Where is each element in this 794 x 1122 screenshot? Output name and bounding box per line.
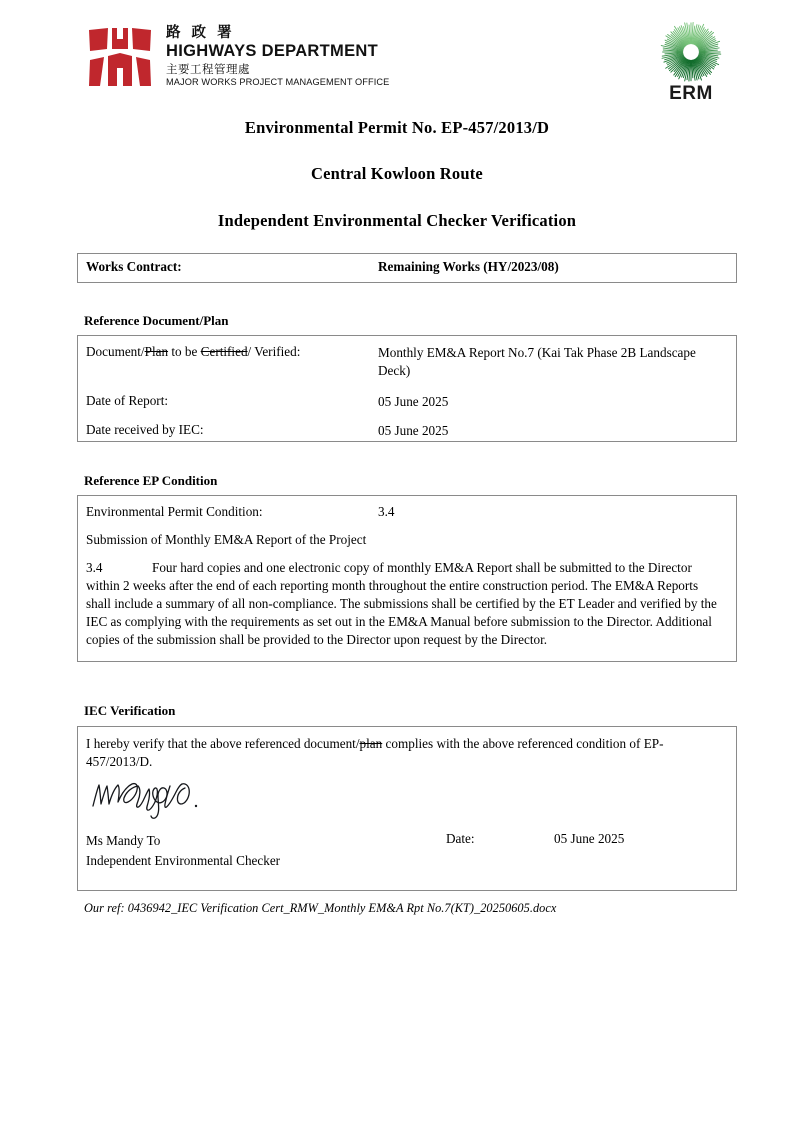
ep-clause-text: Four hard copies and one electronic copy of monthly EM&A Report shall be submitted to the Director within 2 weeks after the end of each reporting month throughout the entire construction period. The EM&A Reports shall include a summary of all non-compliance. The submissions shall be certified by the ET Leader and verified by the IEC as complying with the requirements as set out in the EM&A Manual before submission to the Director. Additional copies of the submission shall be provided to the Director upon request by the Director. — [86, 560, 717, 647]
hd-chinese-name: 路 政 署 — [166, 25, 235, 41]
date-received-by-iec-label: Date received by IEC: — [86, 421, 204, 437]
signature-area — [78, 771, 736, 827]
reference-ep-condition-section-label: Reference EP Condition — [84, 473, 218, 488]
handwritten-signature-icon — [90, 775, 225, 821]
table-row — [78, 496, 736, 520]
ep-condition-clause — [78, 548, 736, 649]
label-part-verified: / Verified: — [247, 344, 301, 359]
document-titles — [0, 118, 794, 231]
iec-verification-section-label: IEC Verification — [84, 703, 176, 718]
hd-chinese-office: 主要工程管理處 — [166, 62, 250, 77]
document-to-be-verified-value: Monthly EM&A Report No.7 (Kai Tak Phase 2B Landscape Deck) — [378, 345, 696, 378]
date-received-by-iec-value: 05 June 2025 — [378, 422, 449, 438]
date-of-report-label: Date of Report: — [86, 393, 169, 409]
hd-english-office: MAJOR WORKS PROJECT MANAGEMENT OFFICE — [166, 76, 390, 88]
page-header — [0, 20, 794, 105]
reference-ep-condition-box — [77, 495, 737, 662]
ep-clause-number: 3.4 — [86, 560, 103, 575]
signer-title: Independent Environmental Checker — [86, 853, 281, 869]
label-part-to-be: to be — [168, 344, 201, 359]
table-row — [78, 336, 736, 379]
works-contract-value: Remaining Works (HY/2023/08) — [378, 259, 559, 274]
page-title-verification: Independent Environmental Checker Verification — [217, 211, 577, 230]
document-to-be-verified-label — [86, 344, 378, 379]
works-contract-box — [77, 253, 737, 283]
page-title-permit-no: Environmental Permit No. EP-457/2013/D — [244, 118, 550, 137]
works-contract-label: Works Contract: — [86, 259, 182, 274]
date-of-report-value: 05 June 2025 — [378, 394, 449, 410]
erm-wordmark: ERM — [669, 83, 713, 104]
highways-department-arch-icon — [88, 26, 152, 88]
table-row — [78, 411, 736, 440]
label-strike-plan: Plan — [144, 344, 169, 359]
statement-strike-plan: plan — [359, 736, 383, 751]
label-part-document: Document/ — [86, 344, 145, 359]
ep-condition-value: 3.4 — [378, 504, 395, 519]
highways-department-logo — [88, 26, 396, 88]
ep-condition-subtitle: Submission of Monthly EM&A Report of the Project — [86, 532, 367, 547]
signature-date-value: 05 June 2025 — [554, 830, 625, 846]
reference-document-section-label: Reference Document/Plan — [84, 313, 229, 328]
signature-details — [78, 827, 736, 872]
reference-document-box — [77, 335, 737, 442]
signer-info — [86, 831, 446, 872]
statement-part-2: complies with the above referenced condition of EP-457/2013/D. — [86, 736, 664, 769]
signer-name: Ms Mandy To — [86, 832, 161, 848]
footer-our-ref: Our ref: 0436942_IEC Verification Cert_RMW_Monthly EM&A Rpt No.7(KT)_20250605.docx — [84, 901, 557, 915]
iec-verification-box — [77, 726, 737, 891]
hd-english-name: HIGHWAYS DEPARTMENT — [166, 41, 378, 60]
statement-part-1: I hereby verify that the above referenced document/ — [86, 736, 360, 751]
table-row — [78, 379, 736, 411]
page-title-project: Central Kowloon Route — [311, 164, 483, 183]
erm-radial-burst-icon — [659, 20, 723, 84]
label-strike-certified: Certified — [200, 344, 248, 359]
iec-verification-statement — [78, 727, 736, 771]
signature-date-label: Date: — [446, 830, 475, 846]
erm-logo — [648, 20, 734, 103]
highways-department-wordmark — [166, 26, 396, 88]
ep-condition-label: Environmental Permit Condition: — [86, 504, 263, 519]
